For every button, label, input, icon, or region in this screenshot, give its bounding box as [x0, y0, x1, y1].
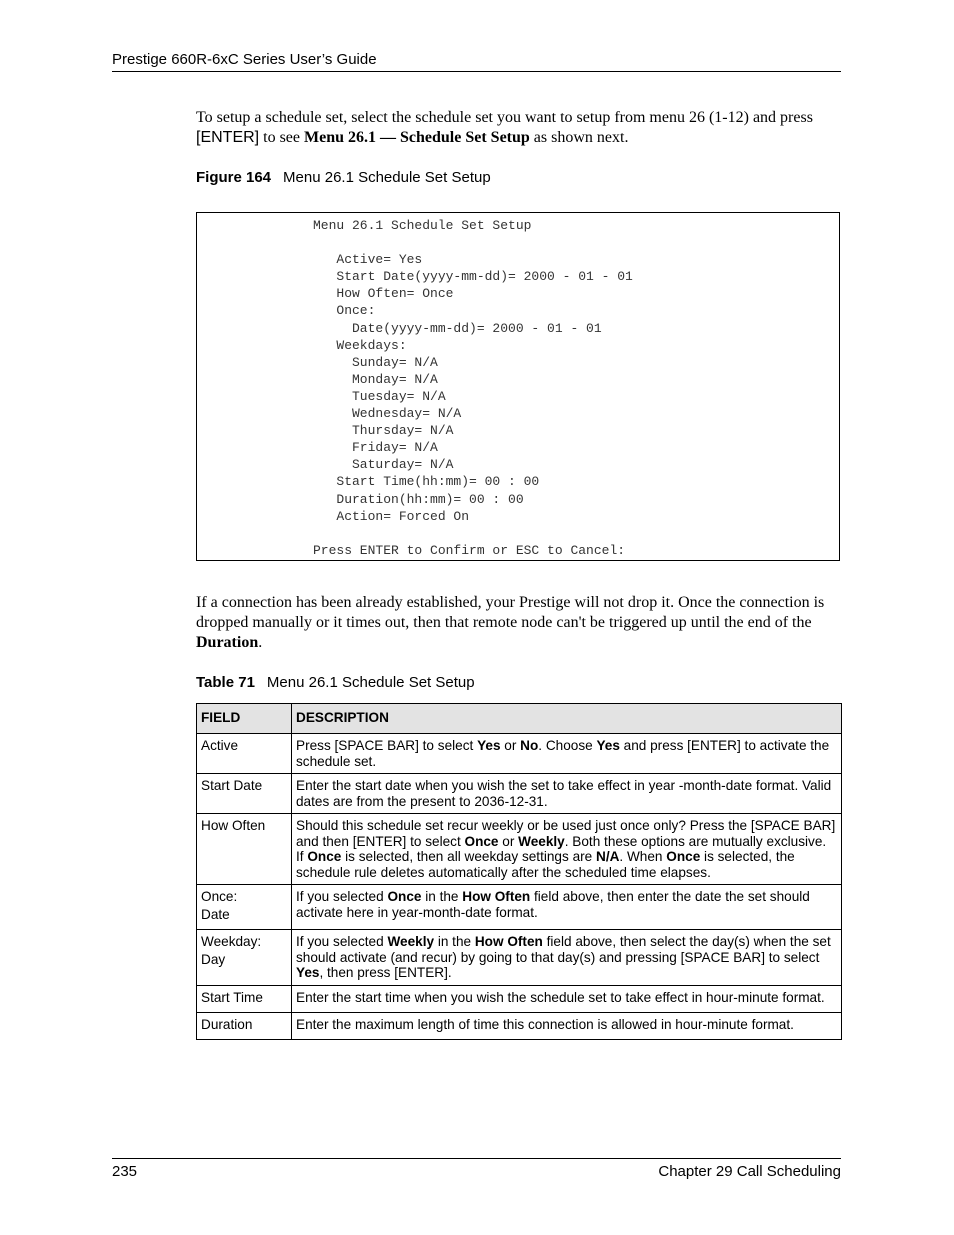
- field-cell: [197, 734, 292, 774]
- field-name: Date: [201, 907, 230, 922]
- body-text: If a connection has been already established, your Prestige will not drop it. Once the connection is dropped manually or it times out, then that remote node can't be triggered up until the end of the: [196, 594, 825, 631]
- table-row: [197, 885, 842, 930]
- menu-screen-line: Monday= N/A: [352, 371, 438, 387]
- menu-screen-line: Date(yyyy-mm-dd)= 2000 - 01 - 01: [352, 320, 602, 336]
- table-row: [197, 1012, 842, 1039]
- description-cell: Should this schedule set recur weekly or be used just once only? Press the [SPACE BAR] and then [ENTER] to select Once or Weekly. Both these options are mutually exclusive. If Once is selected, then all weekday settings are N/A. When Once is selected, the schedule rule deletes automatically after the scheduled time elapses.: [292, 814, 842, 885]
- running-header: Prestige 660R-6xC Series User’s Guide: [112, 51, 841, 72]
- menu-screen-line: Weekdays:: [336, 337, 407, 353]
- enter-key-text: [ENTER]: [196, 129, 260, 146]
- menu-screen-line: Start Date(yyyy-mm-dd)= 2000 - 01 - 01: [336, 269, 633, 285]
- menu-screen-line: Once:: [336, 303, 376, 319]
- menu-screen-text: [313, 217, 633, 559]
- menu-screen-line: Start Time(hh:mm)= 00 : 00: [336, 474, 540, 490]
- chapter-title: Chapter 29 Call Scheduling: [658, 1163, 841, 1180]
- menu-screen-line: Press ENTER to Confirm or ESC to Cancel:: [313, 542, 626, 558]
- menu-screen-line: Friday= N/A: [352, 440, 438, 456]
- menu-screen-line: Active= Yes: [336, 252, 423, 268]
- page-number: 235: [112, 1163, 138, 1180]
- field-cell: [197, 930, 292, 986]
- field-name: Day: [201, 952, 226, 967]
- field-name: Start Time: [201, 989, 263, 1005]
- menu-screen-line: Thursday= N/A: [352, 423, 454, 439]
- field-name: Weekday:: [201, 934, 262, 949]
- menu-reference: Menu 26.1 — Schedule Set Setup: [304, 129, 530, 146]
- field-name: Active: [201, 738, 239, 753]
- duration-term: Duration: [196, 634, 259, 651]
- description-cell: Enter the maximum length of time this connection is allowed in hour-minute format.: [292, 1012, 842, 1039]
- figure-title: Menu 26.1 Schedule Set Setup: [283, 169, 491, 186]
- field-name: Once:: [201, 889, 238, 904]
- field-description-table: [196, 703, 842, 1040]
- figure-label: Figure 164: [196, 169, 272, 186]
- table-body: [197, 734, 842, 1040]
- table-row: [197, 985, 842, 1012]
- intro-text-2: to see: [259, 129, 304, 146]
- menu-screen-line: Tuesday= N/A: [352, 388, 446, 404]
- description-cell: Press [SPACE BAR] to select Yes or No. Choose Yes and press [ENTER] to activate the schedule set.: [292, 734, 842, 774]
- body-paragraph: [196, 593, 841, 653]
- description-cell: Enter the start time when you wish the schedule set to take effect in hour-minute format.: [292, 985, 842, 1012]
- body-text-end: .: [258, 634, 263, 651]
- menu-screen-line: How Often= Once: [336, 286, 454, 302]
- table-row: [197, 930, 842, 986]
- table-header-row: [197, 704, 842, 734]
- table-row: [197, 814, 842, 885]
- field-cell: [197, 774, 292, 814]
- table-title: Menu 26.1 Schedule Set Setup: [266, 674, 475, 691]
- field-name: How Often: [201, 818, 266, 833]
- table-row: [197, 734, 842, 774]
- field-cell: [197, 885, 292, 930]
- field-column-header: FIELD: [197, 704, 292, 734]
- field-name: Start Date: [201, 778, 263, 793]
- field-cell: [197, 814, 292, 885]
- menu-screen-line: Duration(hh:mm)= 00 : 00: [336, 491, 524, 507]
- menu-screen: [196, 212, 840, 561]
- menu-screen-line: Sunday= N/A: [352, 354, 438, 370]
- intro-text-3: as shown next.: [529, 129, 629, 146]
- field-cell: [197, 985, 292, 1012]
- menu-screen-line: Action= Forced On: [336, 508, 470, 524]
- table-caption: [196, 674, 475, 691]
- description-cell: If you selected Weekly in the How Often field above, then select the day(s) when the set should activate (and recur) by going to that day(s) and pressing [SPACE BAR] to select Yes, then press [ENTER].: [292, 930, 842, 986]
- table-label: Table 71: [196, 674, 255, 691]
- description-column-header: DESCRIPTION: [292, 704, 842, 734]
- field-name: Duration: [201, 1016, 253, 1032]
- menu-screen-line: Menu 26.1 Schedule Set Setup: [313, 218, 532, 233]
- running-footer: [112, 1158, 841, 1180]
- field-cell: [197, 1012, 292, 1039]
- description-cell: If you selected Once in the How Often field above, then enter the date the set should activate here in year-month-date format.: [292, 885, 842, 930]
- intro-paragraph: [196, 108, 841, 148]
- figure-caption: [196, 169, 491, 186]
- table-row: [197, 774, 842, 814]
- menu-screen-line: Saturday= N/A: [352, 457, 454, 473]
- description-cell: Enter the start date when you wish the set to take effect in year -month-date format. Valid dates are from the present to 2036-12-31.: [292, 774, 842, 814]
- intro-text: To setup a schedule set, select the schedule set you want to setup from menu 26 (1-12) and press: [196, 109, 813, 126]
- menu-screen-line: Wednesday= N/A: [352, 406, 462, 422]
